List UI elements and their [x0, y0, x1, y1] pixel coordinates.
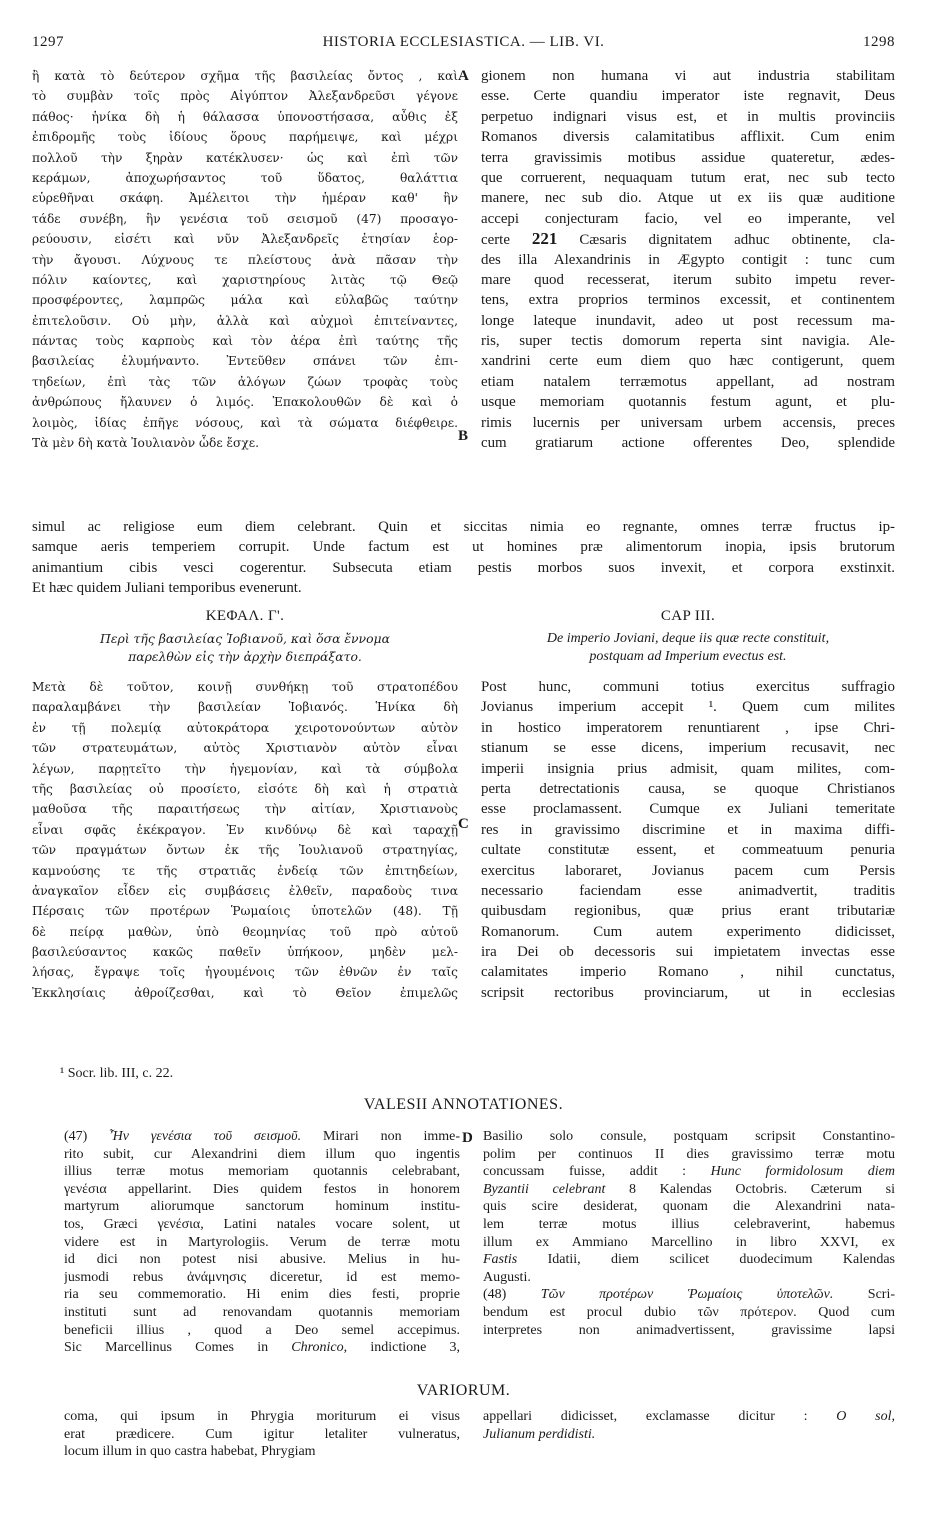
greek-chapter-subtitle	[32, 630, 458, 666]
greek-line: λοιμὸς, ἰδίας ἐπῆγε νόσους, καὶ τὰ σώματα διέφθειρε.	[32, 415, 458, 430]
note-line: tos, Græci γενέσια, Latini natales vocare solent, ut	[64, 1216, 460, 1232]
running-title: HISTORIA ECCLESIASTICA. — LIB. VI.	[322, 34, 605, 50]
margin-marker-a: A	[458, 68, 469, 84]
note-lemma: Τῶν προτέρων Ῥωμαίοις ὑποτελῶν.	[540, 1287, 834, 1303]
latin-line: esse proclamassent. Cumque ex Juliani temeritate	[481, 801, 895, 818]
note-line: Basilio solo consule, postquam scripsit Constantino-	[483, 1129, 895, 1144]
greek-line: ἢ κατὰ τὸ δεύτερον σχῆμα τῆς βασιλείας ὄντος , καὶ	[32, 69, 458, 83]
latin-line: rimis lucernis per universam urbem accensis, preces	[481, 414, 895, 431]
note-line: erat prædicere. Cum igitur letaliter vulneratus,	[64, 1426, 460, 1442]
chapter-subtitle-line: postquam ad Imperium evectus est.	[589, 649, 787, 664]
note-line	[64, 1339, 460, 1357]
latin-line-text: Cæsaris dignitatem adhuc obtinente, cla-	[579, 232, 895, 248]
note-line: rito subit, cur Alexandrini diem illum quo ingentis	[64, 1146, 460, 1162]
greek-column-top	[32, 66, 458, 453]
greek-line: τῶν πραγμάτων ὄντων ἐκ τῆς Ἰουλιανοῦ στρατηγίας,	[32, 843, 458, 858]
margin-marker-b: B	[458, 428, 469, 444]
note-line: coma, qui ipsum in Phrygia moriturum ei visus	[64, 1409, 460, 1424]
note-lemma: Ἦν γενέσια τοῦ σεισμοῦ.	[109, 1129, 302, 1144]
note-line	[483, 1181, 895, 1199]
greek-line: βασιλείας ἐλυμήναντο. Ἐντεῦθεν σπάνει τῶν ἐπι-	[32, 354, 458, 369]
note-italic: Byzantii celebrant	[483, 1181, 606, 1197]
latin-line-page-marker	[481, 229, 895, 250]
note-line: lem terræ motus illius celebraverint, habemus	[483, 1216, 895, 1232]
note-line: locum illum in quo castra habebat, Phrygiam	[64, 1444, 316, 1460]
greek-line: Μετὰ δὲ τοῦτον, κοινῇ συνθήκῃ τοῦ στρατοπέδου	[32, 680, 458, 694]
latin-chapter-heading: CAP III.	[660, 608, 716, 624]
note-line: γενέσια appellarint. Dies quidem festos in honorem	[64, 1181, 460, 1197]
latin-line: ira Dei ob decessoris sui impietatem invectas esse	[481, 944, 895, 961]
annotations-right-column	[483, 1128, 895, 1339]
latin-chapter-subtitle	[481, 630, 895, 666]
variorum-title: VARIORUM.	[416, 1382, 511, 1399]
latin-line: perpetuo indignari visus est, et in multis provinciis	[481, 108, 895, 125]
margin-marker-d: D	[462, 1130, 473, 1146]
greek-line: ἀναγκαῖον εἶδεν εἰς συμβάσεις ἐλθεῖν, παραδοὺς τινα	[32, 883, 458, 898]
latin-line: necessario faciendam esse animadvertit, traditis	[481, 882, 895, 899]
latin-column-top	[481, 66, 895, 453]
latin-line: xandrini certe eum diem quo hæc contigerunt, quem	[481, 353, 895, 370]
note-text: 8 Kalendas Octobris. Cæterum si	[605, 1181, 895, 1197]
greek-line: τῆς βασιλείας οὐ προσίετο, εἰσότε δὴ καὶ ἡ στρατιὰ	[32, 781, 458, 796]
greek-line: ἐν τῇ πολεμίᾳ αὐτοκράτορα χειροτονούντων αὐτὸν	[32, 720, 458, 735]
note-line	[483, 1286, 895, 1304]
latin-line: cultate constitutæ essent, et commeatuum penuria	[481, 842, 895, 859]
variorum-right-column	[483, 1408, 895, 1443]
latin-line: calamitates imperio Romano , nihil cunctatus,	[481, 964, 895, 981]
note-text: Idatii, diem scilicet duodecimum Kalendas	[517, 1252, 895, 1268]
latin-line: terra gravissimis motibus assidue quateretur, ædes-	[481, 149, 895, 166]
latin-full-width-text	[32, 517, 895, 599]
latin-line: etiam natalem terræmotus appellant, ad nostram	[481, 373, 895, 390]
note-line: illum ex Ammiano Marcellino in libro XXVI, ex	[483, 1234, 895, 1250]
running-header	[32, 34, 895, 56]
page-number-left: 1297	[32, 34, 64, 50]
annotations-title: VALESII ANNOTATIONES.	[363, 1096, 564, 1113]
latin-line: exercitus laboraret, Jovianus pacem cum Persis	[481, 862, 895, 879]
latin-line: res in gravissimo discrimine et in maxima diffi-	[481, 821, 895, 838]
latin-line: que corruerent, nequaquam tutum erat, nec sub tecto	[481, 169, 895, 186]
greek-line: πάθος· ἡνίκα δὴ ἡ θάλασσα ὑπονοστήσασα, αὖθις ἐξ	[32, 109, 458, 124]
chapter-subtitle-line: Περὶ τῆς βασιλείας Ἰοβιανοῦ, καὶ ὅσα ἔννομα	[100, 631, 390, 646]
greek-line: τάδε συνέβη, ἣν γενέσια τοῦ σεισμοῦ (47) προσαγο-	[32, 211, 458, 226]
greek-line: Ἐκκλησίαις ἀθροίζεσθαι, καὶ τὸ Θεῖον ἐπιμελῶς	[32, 985, 458, 1000]
greek-line: μαθοῦσα τῆς παραιτήσεως τὴν αἰτίαν, Χριστιανοὺς	[32, 802, 458, 817]
latin-line: esse. Certe quandiu imperator iste regnavit, Deus	[481, 88, 895, 105]
greek-line: καμνούσης τε τῆς στρατιᾶς ἐνδείᾳ τῶν ἐπιτηδείων,	[32, 863, 458, 878]
greek-line: τῶν στρατευμάτων, αὐτὸς Χριστιανὸν αὐτὸν εἶναι	[32, 741, 458, 756]
greek-line: ἐπιτελοῦσιν. Οὐ μὴν, ἀλλὰ καὶ αὐχμοὶ ἐπιτείναντες,	[32, 313, 458, 328]
latin-line	[481, 229, 895, 249]
note-greek: τῶν πρότερον	[697, 1304, 794, 1320]
variorum-left-column	[64, 1408, 460, 1461]
greek-line: τὴν ἄγουσι. Λύχνους τε πλείστους ἀνὰ πᾶσαν τὴν	[32, 252, 458, 267]
note-text: bendum est procul dubio	[483, 1304, 698, 1320]
latin-line: Romanorum. Cum autem experimento didicisset,	[481, 923, 895, 940]
annotations-left-lines	[64, 1146, 460, 1340]
note-line	[483, 1251, 895, 1269]
latin-line: mare quod recesserat, iterum subito impetu rever-	[481, 271, 895, 288]
greek-line: τηδείων, ἐπὶ τὰς τῶν ἀλόγων ζώων τροφὰς τοὺς	[32, 374, 458, 389]
latin-line: gionem non humana vi aut industria stabilitam	[481, 68, 895, 84]
note-italic: Julianum perdidisti.	[483, 1426, 596, 1442]
note-italic: Hunc formidolosum diem	[710, 1164, 895, 1180]
note-text: concussam fuisse, addit :	[483, 1164, 711, 1180]
note-text: Scri-	[833, 1287, 895, 1303]
latin-line: animantium cibis vesci cogerentur. Subsecuta etiam pestis morbos suos invexit, et corpora exstinxit.	[32, 559, 895, 576]
latin-line: des illa Alexandrinis in Ægypto contigit : tunc cum	[481, 251, 895, 268]
note-italic: O sol,	[836, 1409, 895, 1424]
note-number: (47)	[64, 1129, 110, 1144]
greek-line: πάντας τοὺς καρποὺς καὶ τὸν ἀέρα ἐπὶ ταύτης τῆς	[32, 334, 458, 349]
page-number-right: 1298	[863, 34, 895, 50]
greek-line: κεράμων, ἀποχωρήσαντος τοῦ ὕδατος, θαλάττια	[32, 170, 458, 185]
greek-line: εὑρεθῆναι σκάφη. Ἀμέλειτοι τὴν ἡμέραν καθ' ἣν	[32, 191, 458, 206]
greek-column-chapter	[32, 677, 458, 1003]
note-text: . Quod cum	[793, 1304, 895, 1320]
note-line: jusmodi rebus ἀνάμνησις diceretur, id est memo-	[64, 1269, 460, 1285]
latin-line: manere, nec sub dio. Atque ut ex iis quæ auditione	[481, 190, 895, 207]
note-text: Sic Marcellinus Comes in	[64, 1340, 292, 1356]
latin-line: Post hunc, communi totius exercitus suffragio	[481, 679, 895, 695]
note-line: illius terræ motus memoriam quotannis celebrabant,	[64, 1164, 460, 1180]
note-line	[483, 1426, 895, 1444]
greek-line: παραλαμβάνει τὴν βασιλείαν Ἰοβιανός. Ἡνίκα δὴ	[32, 700, 458, 715]
note-line: beneficii illius , quod a Deo semel accepimus.	[64, 1322, 460, 1338]
note-italic: Chronico	[291, 1340, 344, 1356]
latin-column-chapter	[481, 677, 895, 1003]
note-line: martyrum aliorumque sanctorum hominum institu-	[64, 1199, 460, 1215]
greek-line: Τὰ μὲν δὴ κατὰ Ἰουλιανὸν ὧδε ἔσχε.	[32, 436, 259, 451]
latin-line: Jovianus imperium accepit ¹. Quem cum milites	[481, 699, 895, 716]
latin-line: usque memoriam quotannis festum agunt, et plu-	[481, 394, 895, 411]
note-italic: Fastis	[483, 1252, 518, 1268]
note-line: quis scire desiderat, quonam die Alexandrini nata-	[483, 1199, 895, 1215]
latin-line: scripsit rectoribus provinciarum, ut in ecclesias	[481, 984, 895, 1001]
latin-line: quibusdam regionibus, quæ prius erant tributariæ	[481, 903, 895, 920]
note-line	[483, 1163, 895, 1181]
latin-line: samque aeris temperiem corrupit. Unde factum est ut homines præ alimentorum inopia, ipsis brutorum	[32, 539, 895, 556]
note-text: appellari didicisset, exclamasse dicitur :	[483, 1409, 837, 1424]
annotations-left-column	[64, 1128, 460, 1357]
note-text: , indictione 3,	[343, 1340, 460, 1356]
greek-line: λέγων, παρῃτεῖτο τὴν ἡγεμονίαν, καὶ τὰ σύμβολα	[32, 761, 458, 776]
greek-line: Πέρσαις τῶν προτέρων Ῥωμαίοις ὑποτελῶν (48). Τῇ	[32, 904, 458, 919]
note-line: instituti sunt ad renovandam quotannis memoriam	[64, 1304, 460, 1320]
greek-line: εἶναι σφᾶς ἐκέκραγον. Ἐν κινδύνῳ δὲ καὶ ταραχῇ	[32, 822, 458, 837]
latin-line: longe lateque inundavit, adeo ut post recessum ma-	[481, 312, 895, 329]
note-line	[483, 1408, 895, 1426]
latin-line: Romanos diversis calamitatibus afflixit. Cum enim	[481, 129, 895, 146]
latin-line: Et hæc quidem Juliani temporibus evenerunt.	[32, 580, 302, 597]
note-line: interpretes non animadvertissent, gravissime lapsi	[483, 1322, 895, 1338]
note-line: id dici non potest nisi abusive. Melius in hu-	[64, 1252, 460, 1268]
latin-line: tens, extra proprios terminos excessit, et continentem	[481, 292, 895, 309]
greek-line: προσφέροντες, λαμπρῶς μάλα καὶ εὐλαβῶς ταύτην	[32, 293, 458, 308]
latin-line: imperii insignia prius admisit, quam milites, com-	[481, 760, 895, 777]
latin-line: accepi conjecturam facio, vel eo imperante, vel	[481, 210, 895, 227]
note-line: polim per continuos II dies gravissimo terræ motu	[483, 1146, 895, 1162]
greek-line: πόλιν καίοντες, καὶ χαριστηρίους λιτὰς τῷ Θεῷ	[32, 272, 458, 287]
chapter-subtitle-line: παρελθὼν εἰς τὴν ἀρχὴν διεπράξατο.	[128, 649, 362, 664]
note-line: Augusti.	[483, 1269, 531, 1285]
greek-line: ἐπιδρομῆς τοὺς ἰδίους ὅρους παρήμειψε, καὶ μέχρι	[32, 130, 458, 145]
greek-line: πολλοῦ τὴν ξηρὰν κατέκλυσεν· ὡς καὶ ἐπὶ τῶν	[32, 150, 458, 165]
note-line: ria seu commemoratio. Hi enim dies festi, proprie	[64, 1287, 460, 1303]
page-marker-number: 221	[531, 229, 558, 248]
latin-line: perta detrectationis causa, se quoque Christianos	[481, 780, 895, 797]
footnote: ¹ Socr. lib. III, c. 22.	[60, 1066, 174, 1081]
chapter-subtitle-line: De imperio Joviani, deque iis quæ recte constituit,	[546, 631, 830, 646]
note-line	[483, 1304, 895, 1322]
greek-line: δὲ πείρᾳ μαθὼν, ὑπὸ θεομηνίας τοῦ πρὸ αὐτοῦ	[32, 924, 458, 939]
greek-chapter-heading: ΚΕΦΑΛ. Γ'.	[205, 608, 285, 624]
latin-line-text: certe	[481, 232, 510, 248]
greek-line: ρεύουσιν, εἰσέτι καὶ νῦν Ἀλεξανδρεῖς ἐτησίαν ἑορ-	[32, 232, 458, 247]
latin-line: ris, super tectis domorum reperta sint navigia. Ale-	[481, 333, 895, 350]
greek-line: τὸ συμβὰν τοῖς πρὸς Αἰγύπτον Ἀλεξανδρεῦσι γέγονε	[32, 89, 458, 104]
latin-line: in hostico imperatorem renuntiarent , ipse Chri-	[481, 719, 895, 736]
note-number: (48)	[483, 1287, 541, 1303]
note-line: videre est in Martyrologiis. Verum de terræ motu	[64, 1234, 460, 1250]
note-text: Mirari non imme-	[301, 1129, 460, 1144]
latin-line: cum gratiarum actione offerentes Deo, splendide	[481, 435, 895, 452]
greek-line: βασιλεύσαντος κακῶς παθεῖν ὑπήκοον, μηδὲν μελ-	[32, 945, 458, 960]
note-line	[64, 1128, 460, 1146]
margin-marker-c: C	[458, 816, 469, 832]
latin-line: stianum se esse dicens, imperium recusavit, nec	[481, 740, 895, 757]
greek-line: λήσας, ἔγραψε τοῖς ἡγουμένοις τῶν ἐθνῶν ἐν ταῖς	[32, 965, 458, 980]
greek-line: ἀνθρώπους ἤλαυνεν ὁ λιμός. Ἐπακολουθῶν δὲ καὶ ὁ	[32, 395, 458, 410]
latin-line: simul ac religiose eum diem celebrant. Quin et siccitas nimia eo regnante, omnes terræ fructus ip-	[32, 519, 895, 535]
